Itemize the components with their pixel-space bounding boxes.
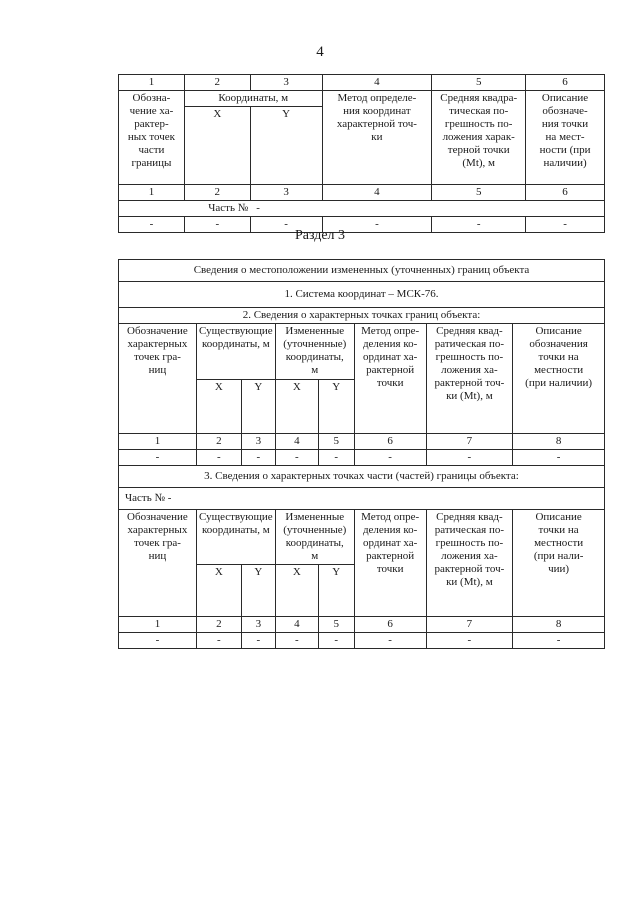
column-number: 3 [241, 617, 275, 633]
column-number: 3 [250, 185, 322, 201]
page-number: 4 [316, 44, 324, 60]
header-y: Y [241, 380, 275, 434]
table-row [119, 450, 605, 466]
section-title: Раздел 3 [294, 228, 346, 243]
column-number: 1 [119, 75, 185, 91]
table-cell: - [526, 217, 605, 233]
table-cell: - [426, 633, 513, 649]
table-cell: - [432, 217, 526, 233]
table-cell: - [275, 450, 318, 466]
column-number: 5 [432, 185, 526, 201]
table-title-row [119, 260, 605, 282]
header-description: Описание обозначения точки на местности (при наличии) [513, 324, 605, 434]
subsection-row [119, 308, 605, 324]
coord-system: 1. Система координат – МСК-76. [119, 282, 605, 308]
table-cell: - [196, 633, 241, 649]
column-number: 4 [275, 434, 318, 450]
characteristic-points-table [118, 74, 605, 233]
table-cell: - [241, 633, 275, 649]
table-cell: - [322, 217, 432, 233]
header-designation: Обозначение характерных точек гра- ниц [119, 324, 197, 434]
column-number: 2 [196, 434, 241, 450]
column-number: 3 [250, 75, 322, 91]
table-title: Сведения о местоположении измененных (уточненных) границ объекта [119, 260, 605, 282]
table-cell: - [275, 633, 318, 649]
header-y: Y [318, 380, 354, 434]
header-method: Метод опре- деления ко- ординат ха- рактерной точки [354, 324, 426, 434]
subsection-2-title: 2. Сведения о характерных точках границ объекта: [119, 308, 605, 324]
column-number: 2 [184, 185, 250, 201]
column-number: 5 [318, 617, 354, 633]
table-row [119, 633, 605, 649]
column-number: 2 [196, 617, 241, 633]
header-method: Метод определе- ния координат характерной точ- ки [322, 91, 432, 185]
changed-boundaries-table [118, 259, 605, 649]
header-x: X [196, 565, 241, 617]
column-number: 1 [119, 434, 197, 450]
column-number: 6 [354, 434, 426, 450]
column-number: 4 [322, 75, 432, 91]
header-designation: Обозна- чение ха- рактер- ных точек части границы [119, 91, 185, 185]
header-x: X [184, 107, 250, 185]
column-number: 8 [513, 617, 605, 633]
subsection-3-title: 3. Сведения о характерных точках части (частей) границы объекта: [119, 466, 605, 488]
table-cell: - [119, 217, 185, 233]
column-number: 1 [119, 617, 197, 633]
column-number: 2 [184, 75, 250, 91]
table-cell: - [250, 217, 322, 233]
header-coordinates: Координаты, м [184, 91, 322, 107]
column-number: 3 [241, 434, 275, 450]
header-changed-coordinates: Измененные (уточненные) координаты, м [275, 510, 354, 565]
table-cell: - [119, 450, 197, 466]
table-cell: - [354, 633, 426, 649]
table-cell: - [318, 633, 354, 649]
header-description: Описание обозначе- ния точки на мест- ности (при наличии) [526, 91, 605, 185]
header-existing-coordinates: Существующие координаты, м [196, 510, 275, 565]
column-number: 1 [119, 185, 185, 201]
column-number: 5 [318, 434, 354, 450]
part-row [119, 488, 605, 510]
header-x: X [275, 565, 318, 617]
table-cell: - [513, 450, 605, 466]
part-label: Часть № [119, 201, 251, 217]
table-cell: - [426, 450, 513, 466]
header-y: Y [250, 107, 322, 185]
part-value: - [250, 201, 604, 217]
table-header-row [119, 510, 605, 565]
table-row [119, 185, 605, 201]
table-row [119, 75, 605, 91]
table-cell: - [241, 450, 275, 466]
header-x: X [275, 380, 318, 434]
column-number: 8 [513, 434, 605, 450]
subsection-row [119, 466, 605, 488]
column-number: 6 [526, 75, 605, 91]
column-number: 5 [432, 75, 526, 91]
header-method: Метод опре- деления ко- ординат ха- рактерной точки [354, 510, 426, 617]
header-designation: Обозначение характерных точек гра- ниц [119, 510, 197, 617]
table-header-row [119, 324, 605, 380]
header-description: Описание точки на местности (при нали- чии) [513, 510, 605, 617]
header-y: Y [241, 565, 275, 617]
table-cell: - [318, 450, 354, 466]
table-row [119, 434, 605, 450]
header-y: Y [318, 565, 354, 617]
header-x: X [196, 380, 241, 434]
header-existing-coordinates: Существующие координаты, м [196, 324, 275, 380]
column-number: 6 [526, 185, 605, 201]
part-line: Часть № - [119, 488, 605, 510]
column-number: 6 [354, 617, 426, 633]
header-error: Средняя квад- ратическая по- грешность по- ложения ха- рактерной точ- ки (Mt), м [426, 324, 513, 434]
column-number: 7 [426, 434, 513, 450]
coord-system-row [119, 282, 605, 308]
header-error: Средняя квад- ратическая по- грешность по- ложения ха- рактерной точ- ки (Mt), м [426, 510, 513, 617]
column-number: 4 [275, 617, 318, 633]
table-row [119, 617, 605, 633]
table-header-row [119, 91, 605, 107]
column-number: 4 [322, 185, 432, 201]
header-error: Средняя квадра- тическая по- грешность по- ложения харак- терной точки (Mt), м [432, 91, 526, 185]
header-changed-coordinates: Измененные (уточненные) координаты, м [275, 324, 354, 380]
table-cell: - [184, 217, 250, 233]
table-cell: - [196, 450, 241, 466]
part-row [119, 201, 605, 217]
table-cell: - [513, 633, 605, 649]
table-cell: - [354, 450, 426, 466]
table-cell: - [119, 633, 197, 649]
column-number: 7 [426, 617, 513, 633]
